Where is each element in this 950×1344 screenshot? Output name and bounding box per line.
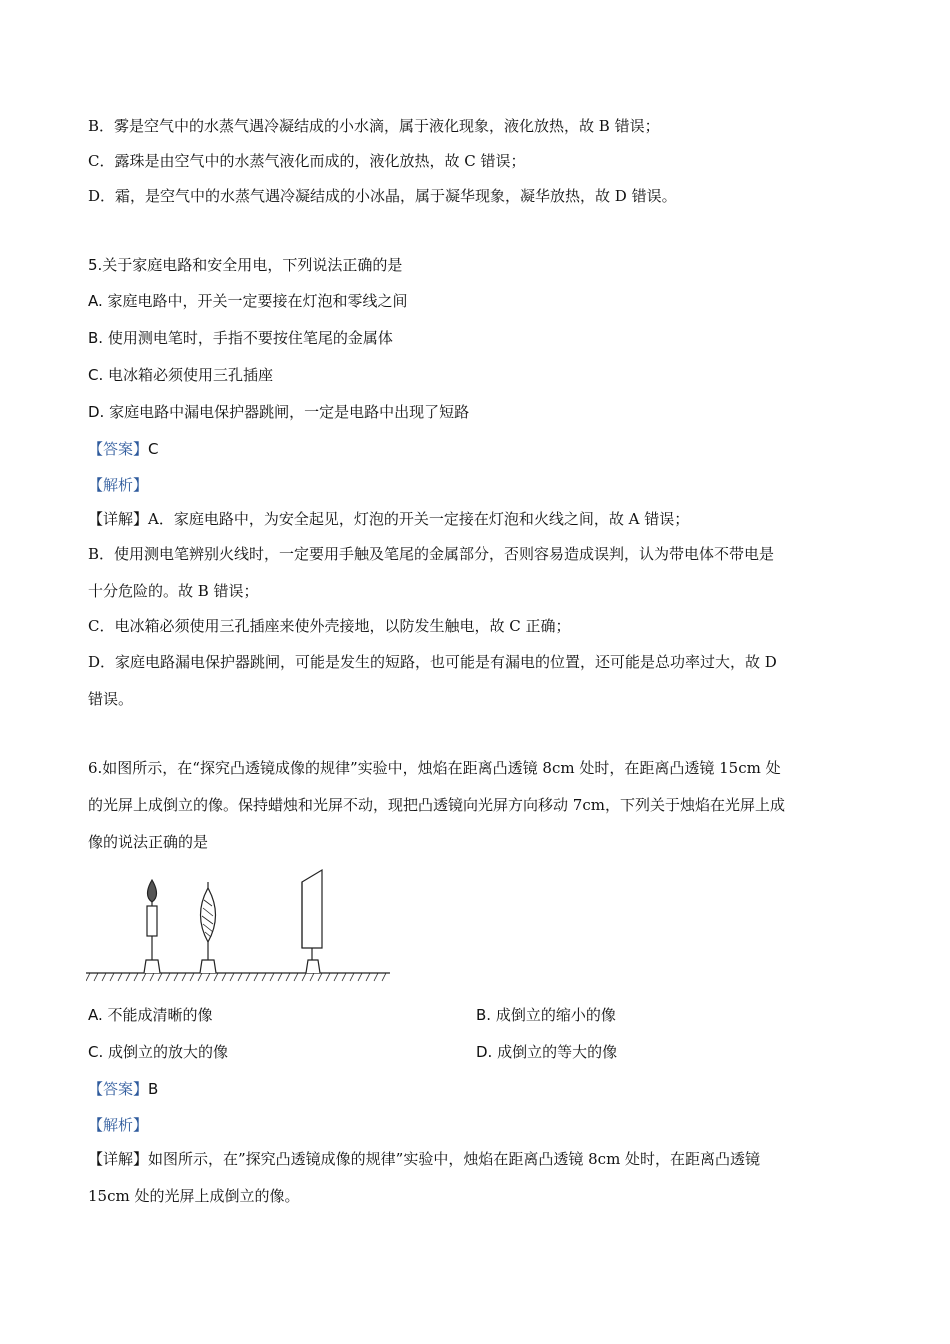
q6-stem-line1: 6.如图所示，在“探究凸透镜成像的规律”实验中，烛焰在距离凸透镜 8cm 处时，在距离凸透镜 15cm 处 (88, 759, 781, 777)
q5-option-b: B. 使用测电笔时，手指不要按住笔尾的金属体 (88, 329, 393, 347)
q6-detail-line2: 15cm 处的光屏上成倒立的像。 (88, 1187, 300, 1205)
q4-explanation-d: D．霜，是空气中的水蒸气遇冷凝结成的小冰晶，属于凝华现象，凝华放热，故 D 错误。 (88, 187, 677, 205)
answer-value: C (148, 440, 159, 458)
detail-text: A．家庭电路中，为安全起见，灯泡的开关一定接在灯泡和火线之间，故 A 错误； (148, 510, 690, 528)
q5-detail-d2: 错误。 (88, 690, 134, 708)
detail-label: 【详解】 (88, 510, 149, 528)
q6-stem-line3: 像的说法正确的是 (88, 833, 209, 851)
q6-analysis-label: 【解析】 (88, 1116, 149, 1134)
q5-detail-d1: D．家庭电路漏电保护器跳闸，可能是发生的短路，也可能是有漏电的位置，还可能是总功率过大，故 D (88, 653, 777, 671)
q6-stem-line2: 的光屏上成倒立的像。保持蜡烛和光屏不动，现把凸透镜向光屏方向移动 7cm，下列关于烛焰在光屏上成 (88, 796, 785, 814)
q6-option-d: D. 成倒立的等大的像 (476, 1043, 618, 1061)
q5-analysis-label: 【解析】 (88, 476, 149, 494)
q5-detail-b1: B．使用测电笔辨别火线时，一定要用手触及笔尾的金属部分，否则容易造成误判，认为带电体不带电是 (88, 545, 775, 563)
detail-text: 如图所示，在”探究凸透镜成像的规律”实验中，烛焰在距离凸透镜 8cm 处时，在距离凸透镜 (148, 1150, 761, 1168)
q6-option-a: A. 不能成清晰的像 (88, 1006, 213, 1024)
q5-option-a: A. 家庭电路中，开关一定要接在灯泡和零线之间 (88, 292, 408, 310)
q6-option-c: C. 成倒立的放大的像 (88, 1043, 229, 1061)
q5-detail-b2: 十分危险的。故 B 错误； (88, 582, 259, 600)
answer-label: 【答案】 (88, 1080, 149, 1098)
q4-explanation-b: B．雾是空气中的水蒸气遇冷凝结成的小水滴，属于液化现象，液化放热，故 B 错误； (88, 117, 660, 135)
q6-option-b: B. 成倒立的缩小的像 (476, 1006, 616, 1024)
q4-explanation-c: C．露珠是由空气中的水蒸气液化而成的，液化放热，故 C 错误； (88, 152, 526, 170)
candle (144, 880, 160, 973)
convex-lens (200, 882, 216, 973)
q5-stem: 5.关于家庭电路和安全用电，下列说法正确的是 (88, 256, 403, 274)
q5-answer (88, 438, 878, 460)
candle-flame (148, 880, 157, 902)
detail-label: 【详解】 (88, 1150, 149, 1168)
answer-label: 【答案】 (88, 440, 149, 458)
lens-experiment-figure (86, 862, 392, 984)
q5-detail-c: C．电冰箱必须使用三孔插座来使外壳接地，以防发生触电，故 C 正确； (88, 617, 571, 635)
ground-hatch (86, 973, 386, 981)
q5-detail-a (88, 508, 878, 530)
light-screen (302, 870, 322, 973)
q5-option-c: C. 电冰箱必须使用三孔插座 (88, 366, 274, 384)
q6-detail-line1 (88, 1148, 878, 1170)
answer-value: B (148, 1080, 159, 1098)
q5-option-d: D. 家庭电路中漏电保护器跳闸，一定是电路中出现了短路 (88, 403, 470, 421)
q6-answer (88, 1078, 878, 1100)
